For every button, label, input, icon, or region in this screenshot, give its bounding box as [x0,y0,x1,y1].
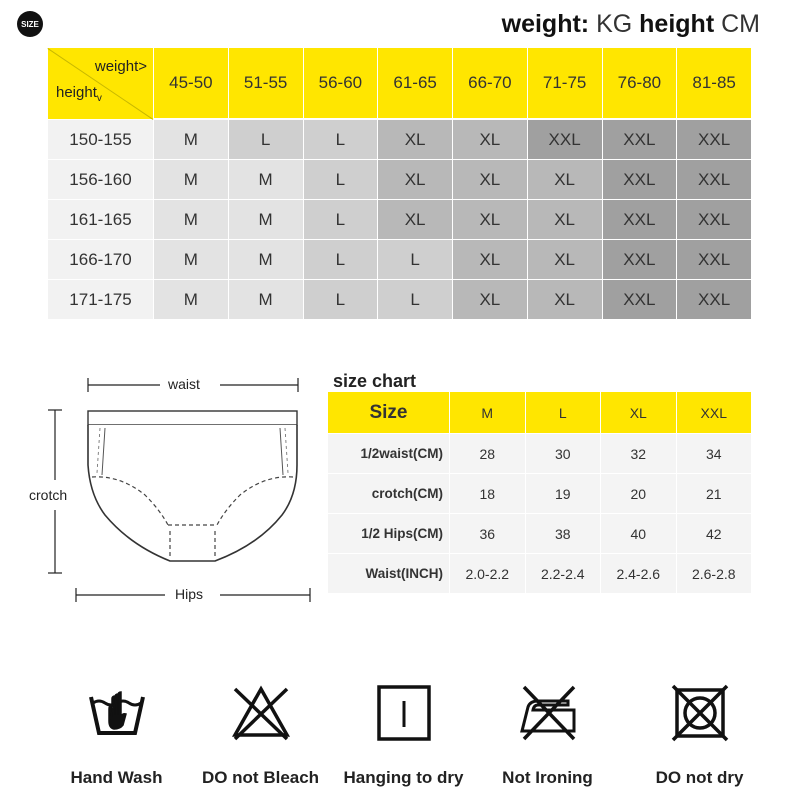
grid-header-row [48,48,752,120]
size-cell: M [229,200,304,240]
size-cell: XL [378,160,453,200]
measurement-value: 40 [601,514,677,554]
measurement-value: 2.6-2.8 [677,554,753,594]
size-cell: XXL [677,240,752,280]
measurement-value: 19 [526,474,602,514]
measurement-value: 30 [526,434,602,474]
measurement-value: 34 [677,434,753,474]
height-range-label: 166-170 [48,240,154,280]
height-range-label: 171-175 [48,280,154,320]
size-cell: XL [453,200,528,240]
size-chart-title: size chart [333,371,417,391]
corner-weight-label: weight> [94,58,147,75]
size-cell: XL [528,240,603,280]
measurement-value: 20 [601,474,677,514]
size-cell: XXL [677,280,752,320]
weight-header: 61-65 [378,48,453,119]
size-chart-header-row [328,392,752,434]
size-cell: XL [528,160,603,200]
size-recommendation-grid [48,48,752,320]
care-label: DO not Bleach [201,768,320,787]
grid-row [48,200,752,240]
weight-header: 71-75 [528,48,603,119]
care-no-bleach [188,683,333,788]
hand-wash-icon [87,683,147,743]
size-cell: XL [453,240,528,280]
hips-label: Hips [175,586,204,602]
care-no-tumble-dry [627,683,772,788]
size-cell: XXL [603,200,678,240]
size-cell: M [154,160,229,200]
size-measurement-table [328,392,752,594]
size-cell: XL [453,120,528,160]
care-label: Hand Wash [70,768,163,787]
size-badge-icon: SIZE [17,11,43,37]
measurement-value: 18 [450,474,526,514]
weight-header: 56-60 [304,48,379,119]
measurement-label: crotch(CM) [328,474,450,514]
no-bleach-icon [231,683,291,743]
height-range-label: 150-155 [48,120,154,160]
weight-header: 51-55 [229,48,304,119]
size-cell: L [378,240,453,280]
size-cell: XXL [603,280,678,320]
size-cell: M [154,200,229,240]
height-unit: CM [721,10,760,38]
size-header-label: Size [328,392,450,434]
size-cell: XL [453,280,528,320]
measurement-value: 2.4-2.6 [601,554,677,594]
no-tumble-dry-icon [670,683,730,743]
weight-header: 66-70 [453,48,528,119]
measurement-label: 1/2 Hips(CM) [328,514,450,554]
weight-unit: KG [596,10,633,38]
units-caption [502,10,760,39]
measurement-label: 1/2waist(CM) [328,434,450,474]
corner-height-label: height$_v$ [56,84,102,104]
size-column-header: L [526,392,602,434]
size-column-header: XXL [677,392,753,434]
size-cell: L [304,240,379,280]
grid-row [48,120,752,160]
size-cell: XL [528,280,603,320]
weight-header: 76-80 [603,48,678,119]
measurement-value: 21 [677,474,753,514]
size-cell: XL [378,120,453,160]
measurement-value: 32 [601,434,677,474]
size-cell: L [304,200,379,240]
size-cell: XL [453,160,528,200]
measurement-value: 2.2-2.4 [526,554,602,594]
size-cell: L [378,280,453,320]
grid-row [48,280,752,320]
size-cell: XXL [677,120,752,160]
size-chart-row [328,514,752,554]
measurement-label: Waist(INCH) [328,554,450,594]
waist-label: waist [168,376,200,392]
care-hand-wash [44,683,189,788]
care-label: DO not dry [655,768,744,787]
size-cell: XL [528,200,603,240]
size-cell: XXL [677,200,752,240]
size-cell: M [154,280,229,320]
care-label: Not Ironing [502,768,593,787]
crotch-label: crotch [29,487,68,503]
no-iron-icon [518,683,578,743]
briefs-diagram [20,365,320,615]
grid-row [48,160,752,200]
size-cell: XXL [677,160,752,200]
size-cell: L [304,120,379,160]
measurement-value: 2.0-2.2 [450,554,526,594]
care-label: Hanging to dry [343,768,464,787]
size-column-header: M [450,392,526,434]
size-cell: XXL [528,120,603,160]
size-cell: XXL [603,160,678,200]
care-no-ironing [475,683,620,788]
height-label: height [639,10,715,38]
height-range-label: 161-165 [48,200,154,240]
size-column-header: XL [601,392,677,434]
weight-header: 81-85 [677,48,752,119]
size-cell: XL [378,200,453,240]
size-cell: L [304,160,379,200]
measurement-value: 38 [526,514,602,554]
grid-row [48,240,752,280]
grid-corner [48,48,154,119]
size-cell: M [154,240,229,280]
measurement-value: 42 [677,514,753,554]
size-cell: XXL [603,120,678,160]
size-cell: L [229,120,304,160]
size-cell: M [154,120,229,160]
size-chart-row [328,554,752,594]
measurement-value: 36 [450,514,526,554]
size-cell: M [229,160,304,200]
size-cell: L [304,280,379,320]
size-cell: M [229,280,304,320]
size-chart-row [328,434,752,474]
weight-header: 45-50 [154,48,229,119]
size-cell: M [229,240,304,280]
size-cell: XXL [603,240,678,280]
care-hang-dry [331,683,476,788]
weight-label: weight: [501,10,590,38]
measurement-value: 28 [450,434,526,474]
height-range-label: 156-160 [48,160,154,200]
size-chart-row [328,474,752,514]
hang-dry-icon [374,683,434,743]
